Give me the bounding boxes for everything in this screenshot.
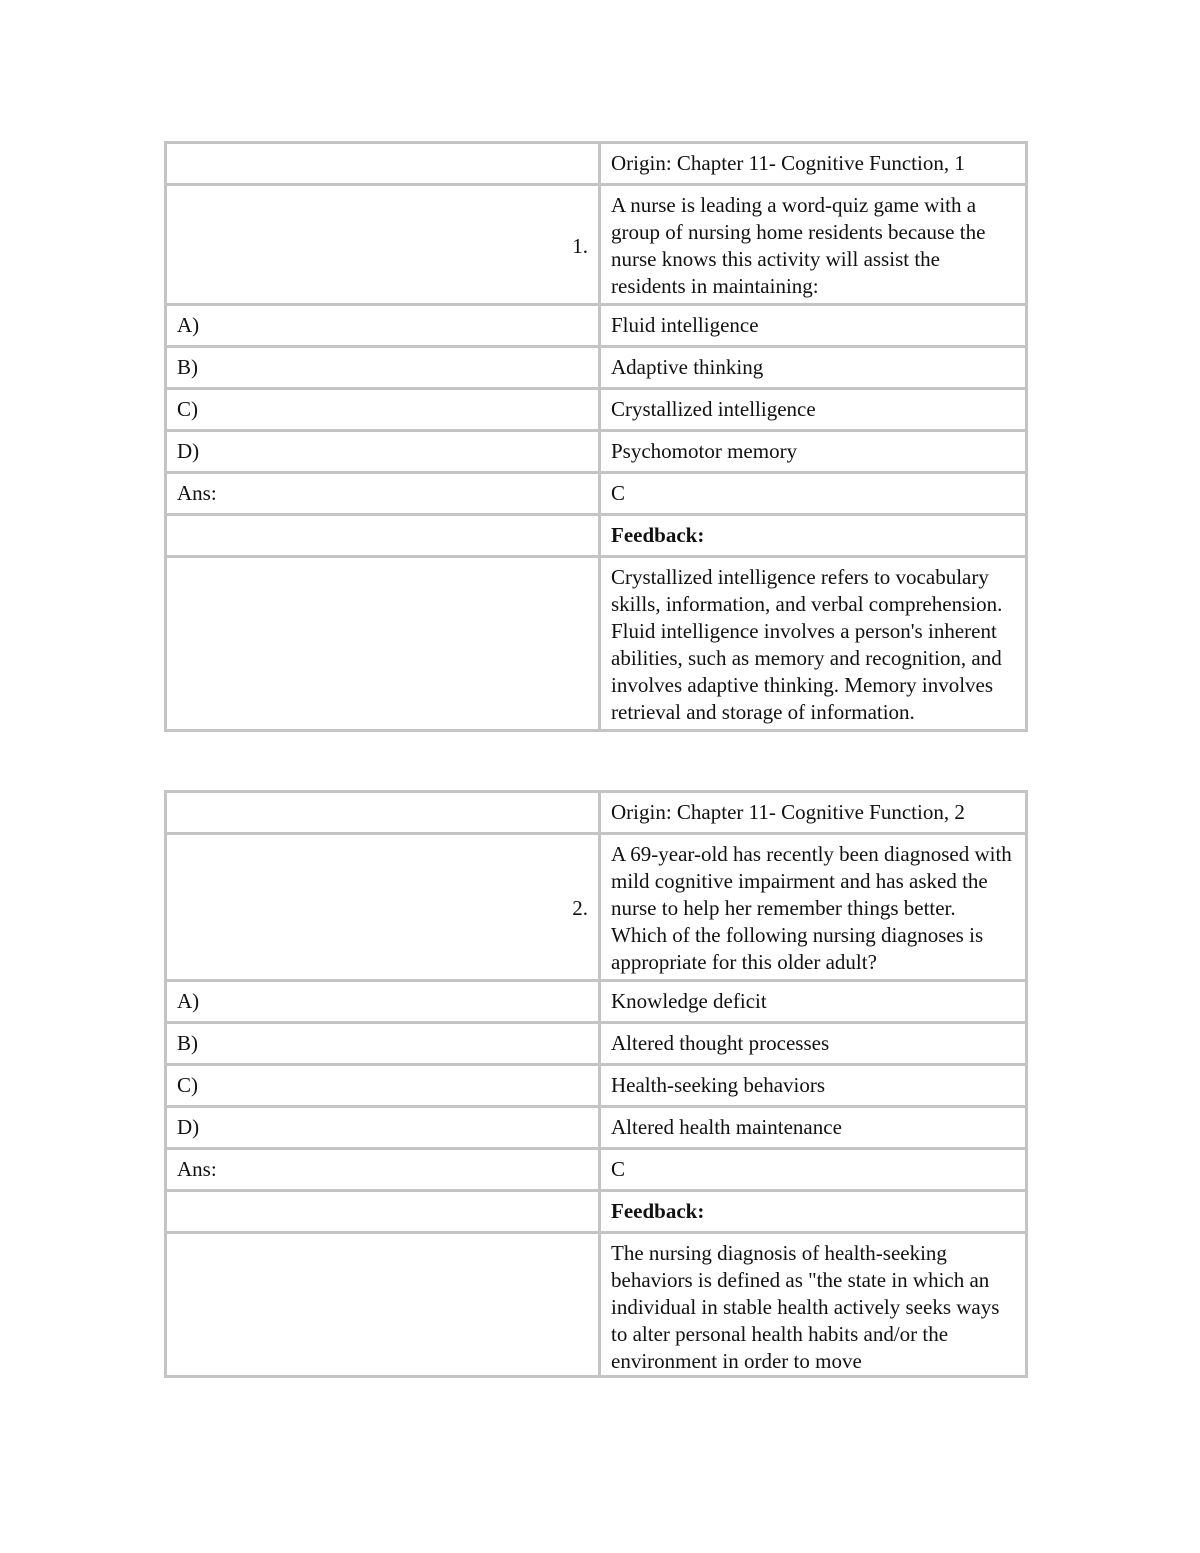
empty-cell: [166, 1233, 600, 1377]
empty-cell: [166, 557, 600, 731]
question-number: 2.: [166, 834, 600, 981]
option-row: [166, 347, 1027, 389]
question-stem: A nurse is leading a word-quiz game with a group of nursing home residents because the nurse knows this activity will assist the residents in maintaining:: [600, 185, 1027, 305]
feedback-text: Crystallized intelligence refers to vocabulary skills, information, and verbal comprehension. Fluid intelligence involves a person's inherent abilities, such as memory and recognition, and involves adaptive thinking. Memory involves retrieval and storage of information.: [600, 557, 1027, 731]
option-text: Psychomotor memory: [600, 431, 1027, 473]
question-number: 1.: [166, 185, 600, 305]
question-table-2: [164, 790, 1028, 1378]
origin-text: Origin: Chapter 11- Cognitive Function, 1: [600, 143, 1027, 185]
option-letter: B): [166, 1023, 600, 1065]
option-letter: A): [166, 305, 600, 347]
question-stem: A 69-year-old has recently been diagnosed with mild cognitive impairment and has asked the nurse to help her remember things better. Which of the following nursing diagnoses is appropriate for this older adult?: [600, 834, 1027, 981]
feedback-label: Feedback:: [600, 515, 1027, 557]
option-text: Fluid intelligence: [600, 305, 1027, 347]
answer-value: C: [600, 473, 1027, 515]
option-letter: D): [166, 431, 600, 473]
feedback-text: The nursing diagnosis of health-seeking behaviors is defined as "the state in which an individual in stable health actively seeks ways to alter personal health habits and/or the environment in order to move: [611, 1241, 1000, 1372]
option-row: [166, 431, 1027, 473]
feedback-cell: [600, 1233, 1027, 1377]
empty-cell: [166, 792, 600, 834]
option-text: Knowledge deficit: [600, 981, 1027, 1023]
option-text: Altered health maintenance: [600, 1107, 1027, 1149]
origin-text: Origin: Chapter 11- Cognitive Function, 2: [600, 792, 1027, 834]
option-letter: B): [166, 347, 600, 389]
option-row: [166, 1023, 1027, 1065]
option-letter: D): [166, 1107, 600, 1149]
option-text: Health-seeking behaviors: [600, 1065, 1027, 1107]
question-row: [166, 185, 1027, 305]
empty-cell: [166, 1191, 600, 1233]
option-row: [166, 1065, 1027, 1107]
answer-row: [166, 473, 1027, 515]
question-table-1: [164, 141, 1028, 732]
answer-label: Ans:: [166, 1149, 600, 1191]
empty-cell: [166, 515, 600, 557]
empty-cell: [166, 143, 600, 185]
origin-row: [166, 143, 1027, 185]
option-text: Crystallized intelligence: [600, 389, 1027, 431]
feedback-label-row: [166, 515, 1027, 557]
option-row: [166, 389, 1027, 431]
feedback-label: Feedback:: [600, 1191, 1027, 1233]
option-row: [166, 981, 1027, 1023]
option-letter: A): [166, 981, 600, 1023]
feedback-row: [166, 557, 1027, 731]
option-row: [166, 305, 1027, 347]
option-row: [166, 1107, 1027, 1149]
origin-row: [166, 792, 1027, 834]
feedback-label-row: [166, 1191, 1027, 1233]
option-letter: C): [166, 389, 600, 431]
option-text: Altered thought processes: [600, 1023, 1027, 1065]
option-letter: C): [166, 1065, 600, 1107]
answer-row: [166, 1149, 1027, 1191]
answer-value: C: [600, 1149, 1027, 1191]
answer-label: Ans:: [166, 473, 600, 515]
option-text: Adaptive thinking: [600, 347, 1027, 389]
feedback-row: [166, 1233, 1027, 1377]
question-row: [166, 834, 1027, 981]
